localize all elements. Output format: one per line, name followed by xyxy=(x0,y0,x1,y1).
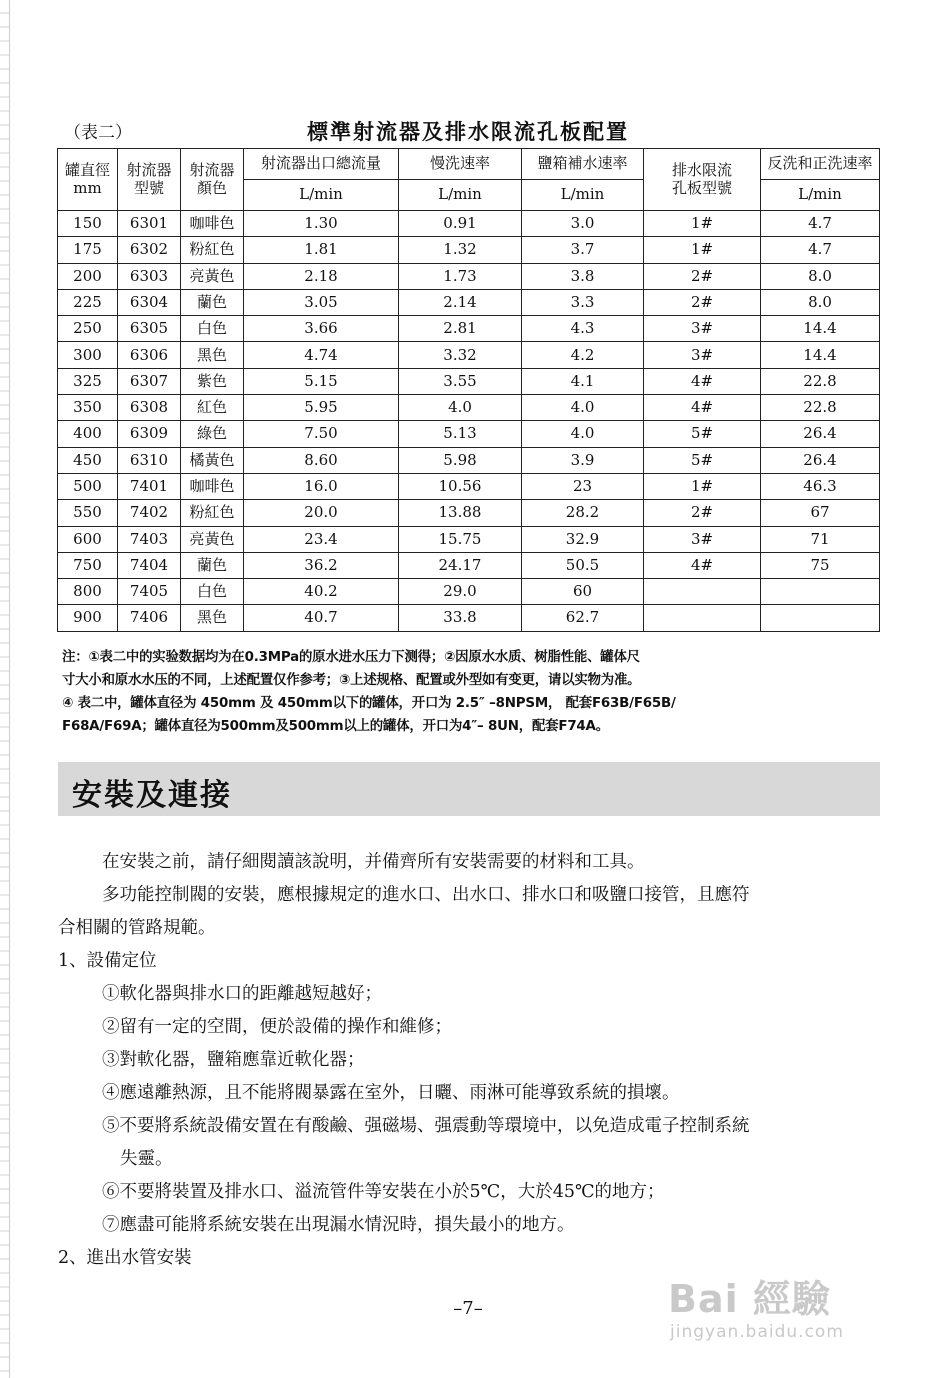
cell-backwash: 71 xyxy=(761,526,880,552)
cell-slow-rinse: 33.8 xyxy=(399,605,522,631)
table-row xyxy=(58,421,880,447)
list-item: ⑥不要將裝置及排水口、溢流管件等安裝在小於5℃，大於45℃的地方； xyxy=(102,1182,665,1202)
cell-orifice: 2# xyxy=(644,263,761,289)
heading-equipment-placement: 1、設備定位 xyxy=(58,951,157,971)
cell-orifice xyxy=(644,579,761,605)
cell-backwash xyxy=(761,605,880,631)
cell-brine-refill: 60 xyxy=(522,579,644,605)
note-line-1: 注：①表二中的实验数据均为在0.3MPa的原水进水压力下测得；②因原水水质、树脂性能、罐体尺 xyxy=(62,650,640,665)
header-color-line1: 射流器 xyxy=(189,161,235,180)
header-slow-rinse: 慢洗速率 xyxy=(399,149,522,180)
cell-diameter: 900 xyxy=(58,605,118,631)
cell-brine-refill: 28.2 xyxy=(522,500,644,526)
watermark-logo: Bai 經驗 xyxy=(668,1277,831,1321)
list-item: ④應遠離熱源，且不能將閥暴露在室外，日曬、雨淋可能導致系統的損壞。 xyxy=(102,1083,680,1103)
list-item: ③對軟化器，鹽箱應靠近軟化器； xyxy=(102,1050,365,1070)
cell-orifice: 3# xyxy=(644,526,761,552)
cell-diameter: 175 xyxy=(58,237,118,263)
header-model xyxy=(118,149,181,211)
header-color-line2: 顏色 xyxy=(196,178,227,197)
cell-model: 7402 xyxy=(118,500,181,526)
unit-backwash: L/min xyxy=(761,180,880,211)
spec-table-body xyxy=(58,211,880,632)
cell-diameter: 400 xyxy=(58,421,118,447)
cell-backwash: 14.4 xyxy=(761,342,880,368)
cell-color: 白色 xyxy=(181,316,244,342)
cell-model: 7405 xyxy=(118,579,181,605)
cell-slow-rinse: 24.17 xyxy=(399,552,522,578)
table-row xyxy=(58,211,880,237)
header-drain-orifice-line2: 孔板型號 xyxy=(671,178,732,197)
cell-orifice: 2# xyxy=(644,500,761,526)
cell-backwash: 4.7 xyxy=(761,237,880,263)
cell-total-flow: 3.05 xyxy=(244,289,399,315)
cell-diameter: 150 xyxy=(58,211,118,237)
table-row xyxy=(58,447,880,473)
cell-total-flow: 40.2 xyxy=(244,579,399,605)
cell-orifice: 4# xyxy=(644,552,761,578)
cell-model: 6303 xyxy=(118,263,181,289)
cell-backwash xyxy=(761,579,880,605)
cell-diameter: 225 xyxy=(58,289,118,315)
cell-orifice: 5# xyxy=(644,421,761,447)
header-diameter-label: 罐直徑 xyxy=(64,161,110,180)
note-line-2: 寸大小和原水水压的不同，上述配置仅作参考；③上述规格、配置或外型如有变更，请以实物为准。 xyxy=(62,673,641,688)
watermark-url: jingyan.baidu.com xyxy=(670,1322,844,1342)
cell-color: 粉紅色 xyxy=(181,237,244,263)
cell-slow-rinse: 10.56 xyxy=(399,473,522,499)
table-row xyxy=(58,368,880,394)
table-row xyxy=(58,552,880,578)
cell-slow-rinse: 2.14 xyxy=(399,289,522,315)
cell-slow-rinse: 15.75 xyxy=(399,526,522,552)
table-row xyxy=(58,237,880,263)
cell-orifice: 1# xyxy=(644,237,761,263)
cell-total-flow: 40.7 xyxy=(244,605,399,631)
cell-color: 白色 xyxy=(181,579,244,605)
cell-orifice xyxy=(644,605,761,631)
cell-backwash: 46.3 xyxy=(761,473,880,499)
cell-slow-rinse: 0.91 xyxy=(399,211,522,237)
table-row xyxy=(58,500,880,526)
cell-color: 咖啡色 xyxy=(181,473,244,499)
intro-paragraph-2-line-2: 合相關的管路規範。 xyxy=(58,918,216,938)
cell-color: 紫色 xyxy=(181,368,244,394)
unit-slow-rinse: L/min xyxy=(399,180,522,211)
cell-orifice: 1# xyxy=(644,211,761,237)
cell-backwash: 8.0 xyxy=(761,263,880,289)
cell-model: 7406 xyxy=(118,605,181,631)
section-title: 安裝及連接 xyxy=(72,778,232,813)
heading-pipe-installation: 2、進出水管安裝 xyxy=(58,1248,192,1268)
cell-model: 6306 xyxy=(118,342,181,368)
cell-color: 綠色 xyxy=(181,421,244,447)
cell-orifice: 3# xyxy=(644,316,761,342)
baidu-watermark xyxy=(668,1268,900,1358)
cell-color: 黑色 xyxy=(181,605,244,631)
header-backwash: 反洗和正洗速率 xyxy=(761,149,880,180)
header-model-line1: 射流器 xyxy=(126,161,172,180)
cell-total-flow: 1.30 xyxy=(244,211,399,237)
cell-model: 6304 xyxy=(118,289,181,315)
cell-slow-rinse: 5.98 xyxy=(399,447,522,473)
list-item: ⑤不要將系統設備安置在有酸鹼、强磁場、强震動等環境中，以免造成電子控制系統 xyxy=(102,1116,750,1136)
cell-model: 6310 xyxy=(118,447,181,473)
cell-orifice: 3# xyxy=(644,342,761,368)
unit-brine-refill: L/min xyxy=(522,180,644,211)
cell-model: 6305 xyxy=(118,316,181,342)
cell-diameter: 800 xyxy=(58,579,118,605)
header-brine-refill: 鹽箱補水速率 xyxy=(522,149,644,180)
cell-diameter: 500 xyxy=(58,473,118,499)
cell-model: 6302 xyxy=(118,237,181,263)
cell-total-flow: 7.50 xyxy=(244,421,399,447)
header-model-line2: 型號 xyxy=(133,178,164,197)
cell-brine-refill: 50.5 xyxy=(522,552,644,578)
cell-color: 橘黃色 xyxy=(181,447,244,473)
cell-backwash: 26.4 xyxy=(761,447,880,473)
cell-brine-refill: 4.2 xyxy=(522,342,644,368)
cell-total-flow: 20.0 xyxy=(244,500,399,526)
note-line-4: F68A/F69A；罐体直径为500mm及500mm以上的罐体，开口为4″– 8UN，配套F74A。 xyxy=(62,719,609,734)
table-row xyxy=(58,342,880,368)
section-header xyxy=(58,762,880,816)
cell-brine-refill: 23 xyxy=(522,473,644,499)
cell-color: 粉紅色 xyxy=(181,500,244,526)
cell-model: 6308 xyxy=(118,395,181,421)
cell-backwash: 22.8 xyxy=(761,395,880,421)
cell-total-flow: 2.18 xyxy=(244,263,399,289)
table-caption xyxy=(58,116,878,146)
cell-total-flow: 16.0 xyxy=(244,473,399,499)
cell-brine-refill: 3.9 xyxy=(522,447,644,473)
cell-total-flow: 5.15 xyxy=(244,368,399,394)
cell-color: 紅色 xyxy=(181,395,244,421)
list-item: ⑦應盡可能將系統安裝在出現漏水情況時，損失最小的地方。 xyxy=(102,1215,575,1235)
cell-brine-refill: 3.0 xyxy=(522,211,644,237)
cell-brine-refill: 32.9 xyxy=(522,526,644,552)
intro-paragraph-2-line-1: 多功能控制閥的安裝，應根據規定的進水口、出水口、排水口和吸鹽口接管，且應符 xyxy=(102,885,750,905)
table-row xyxy=(58,473,880,499)
cell-color: 黑色 xyxy=(181,342,244,368)
cell-total-flow: 36.2 xyxy=(244,552,399,578)
list-item: ②留有一定的空間，便於設備的操作和維修； xyxy=(102,1017,452,1037)
cell-diameter: 300 xyxy=(58,342,118,368)
cell-backwash: 4.7 xyxy=(761,211,880,237)
cell-slow-rinse: 29.0 xyxy=(399,579,522,605)
cell-orifice: 4# xyxy=(644,368,761,394)
cell-diameter: 750 xyxy=(58,552,118,578)
cell-brine-refill: 4.1 xyxy=(522,368,644,394)
cell-model: 7404 xyxy=(118,552,181,578)
cell-total-flow: 5.95 xyxy=(244,395,399,421)
cell-slow-rinse: 5.13 xyxy=(399,421,522,447)
cell-backwash: 75 xyxy=(761,552,880,578)
cell-total-flow: 23.4 xyxy=(244,526,399,552)
cell-model: 6301 xyxy=(118,211,181,237)
table-row xyxy=(58,579,880,605)
cell-diameter: 600 xyxy=(58,526,118,552)
cell-color: 蘭色 xyxy=(181,552,244,578)
table-row xyxy=(58,526,880,552)
cell-orifice: 4# xyxy=(644,395,761,421)
cell-brine-refill: 4.3 xyxy=(522,316,644,342)
cell-slow-rinse: 1.73 xyxy=(399,263,522,289)
cell-slow-rinse: 2.81 xyxy=(399,316,522,342)
cell-backwash: 14.4 xyxy=(761,316,880,342)
note-line-3: ④ 表二中，罐体直径为 450mm 及 450mm以下的罐体，开口为 2.5″ –8NPSM， 配套F63B/F65B/ xyxy=(62,696,676,711)
cell-orifice: 1# xyxy=(644,473,761,499)
table-notes xyxy=(62,646,880,738)
cell-backwash: 67 xyxy=(761,500,880,526)
install-instructions xyxy=(58,846,878,1275)
header-color xyxy=(181,149,244,211)
cell-orifice: 5# xyxy=(644,447,761,473)
cell-brine-refill: 3.7 xyxy=(522,237,644,263)
cell-model: 6309 xyxy=(118,421,181,447)
cell-color: 亮黃色 xyxy=(181,526,244,552)
cell-orifice: 2# xyxy=(644,289,761,315)
cell-model: 7403 xyxy=(118,526,181,552)
page-binding-edge xyxy=(0,0,10,1378)
cell-brine-refill: 4.0 xyxy=(522,395,644,421)
cell-backwash: 22.8 xyxy=(761,368,880,394)
table-row xyxy=(58,395,880,421)
cell-slow-rinse: 3.32 xyxy=(399,342,522,368)
cell-brine-refill: 62.7 xyxy=(522,605,644,631)
cell-slow-rinse: 3.55 xyxy=(399,368,522,394)
cell-brine-refill: 3.8 xyxy=(522,263,644,289)
cell-slow-rinse: 4.0 xyxy=(399,395,522,421)
page-number: –7– xyxy=(453,1298,483,1319)
cell-backwash: 8.0 xyxy=(761,289,880,315)
cell-total-flow: 4.74 xyxy=(244,342,399,368)
cell-total-flow: 8.60 xyxy=(244,447,399,473)
header-drain-orifice xyxy=(644,149,761,211)
cell-color: 亮黃色 xyxy=(181,263,244,289)
cell-model: 7401 xyxy=(118,473,181,499)
table-label: （表二） xyxy=(64,123,132,143)
cell-brine-refill: 4.0 xyxy=(522,421,644,447)
table-row xyxy=(58,263,880,289)
table-row xyxy=(58,316,880,342)
header-diameter-unit: mm xyxy=(73,178,102,197)
cell-total-flow: 1.81 xyxy=(244,237,399,263)
cell-diameter: 350 xyxy=(58,395,118,421)
header-diameter xyxy=(58,149,118,211)
cell-model: 6307 xyxy=(118,368,181,394)
list-item-continuation: 失靈。 xyxy=(120,1149,173,1169)
spec-table xyxy=(57,148,880,632)
cell-diameter: 250 xyxy=(58,316,118,342)
intro-paragraph-1: 在安裝之前，請仔細閱讀該說明，并備齊所有安裝需要的材料和工具。 xyxy=(102,852,645,872)
cell-total-flow: 3.66 xyxy=(244,316,399,342)
table-row xyxy=(58,605,880,631)
table-title: 標準射流器及排水限流孔板配置 xyxy=(307,120,629,144)
cell-slow-rinse: 13.88 xyxy=(399,500,522,526)
cell-brine-refill: 3.3 xyxy=(522,289,644,315)
cell-diameter: 325 xyxy=(58,368,118,394)
cell-color: 蘭色 xyxy=(181,289,244,315)
cell-diameter: 450 xyxy=(58,447,118,473)
header-drain-orifice-line1: 排水限流 xyxy=(671,161,732,180)
cell-slow-rinse: 1.32 xyxy=(399,237,522,263)
unit-total-flow: L/min xyxy=(244,180,399,211)
list-item: ①軟化器與排水口的距離越短越好； xyxy=(102,984,382,1004)
cell-diameter: 200 xyxy=(58,263,118,289)
cell-backwash: 26.4 xyxy=(761,421,880,447)
cell-color: 咖啡色 xyxy=(181,211,244,237)
table-row xyxy=(58,289,880,315)
cell-diameter: 550 xyxy=(58,500,118,526)
header-total-flow: 射流器出口總流量 xyxy=(244,149,399,180)
